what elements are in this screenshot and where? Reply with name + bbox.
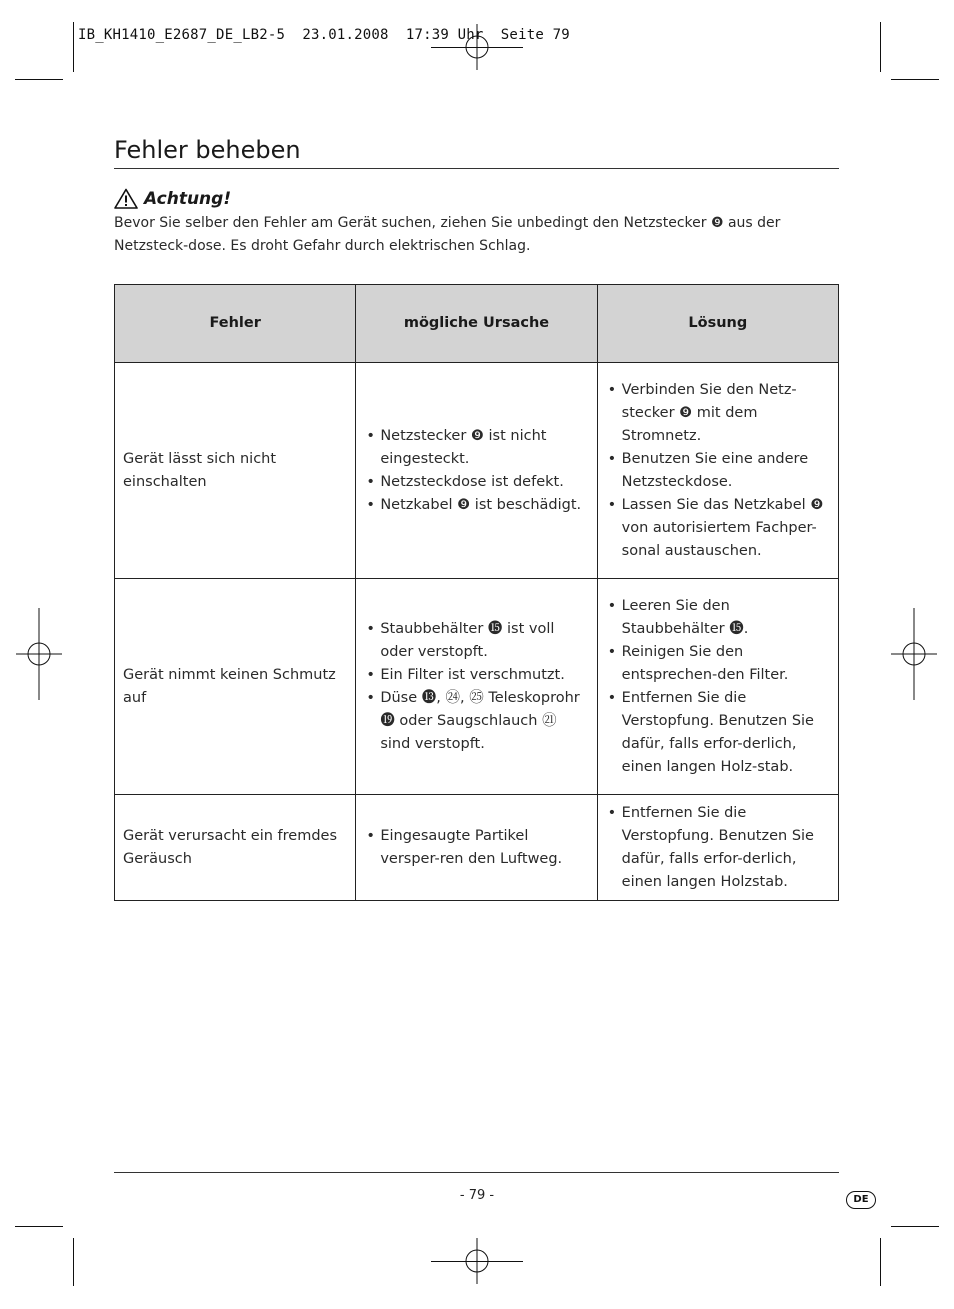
table-row [115, 795, 839, 901]
column-header-ursache: mögliche Ursache [356, 285, 597, 363]
warning-text: Bevor Sie selber den Fehler am Gerät suchen, ziehen Sie unbedingt den Netzstecker ❾ aus der Netzsteck-dose. Es droht Gefahr durch elektrischen Schlag. [114, 215, 781, 254]
table-row [115, 579, 839, 795]
fehler-cell: Gerät lässt sich nicht einschalten [115, 363, 356, 579]
list-item: • Eingesaugte Partikel versper-ren den Luftweg. [364, 825, 588, 871]
list-item: • Verbinden Sie den Netz-stecker ❾ mit dem Stromnetz. [606, 379, 830, 448]
ursache-cell [356, 579, 597, 795]
crop-mark [880, 1238, 881, 1286]
warning-heading: Achtung! [144, 188, 232, 209]
list-item: • Ein Filter ist verschmutzt. [364, 664, 588, 687]
list-item: • Netzkabel ❾ ist beschädigt. [364, 494, 588, 517]
registration-mark-icon [891, 608, 937, 700]
list-item: • Benutzen Sie eine andere Netzsteckdose. [606, 448, 830, 494]
list-item: • Reinigen Sie den entsprechen-den Filter. [606, 641, 830, 687]
crop-mark [15, 1226, 63, 1227]
footer-divider [114, 1172, 839, 1173]
language-badge: DE [846, 1191, 876, 1209]
crop-mark [880, 22, 881, 72]
table-header-row [115, 285, 839, 363]
loesung-cell [597, 795, 838, 901]
loesung-cell [597, 579, 838, 795]
ursache-cell [356, 363, 597, 579]
crop-mark [891, 79, 939, 80]
list-item: • Leeren Sie den Staubbehälter ⓯. [606, 595, 830, 641]
troubleshooting-table [114, 284, 839, 901]
table-row [115, 363, 839, 579]
crop-mark [15, 79, 63, 80]
list-item: • Entfernen Sie die Verstopfung. Benutzen Sie dafür, falls erfor-derlich, einen langen Holzstab. [606, 802, 830, 894]
ursache-cell [356, 795, 597, 901]
list-item: • Staubbehälter ⓯ ist voll oder verstopft. [364, 618, 588, 664]
list-item: • Netzsteckdose ist defekt. [364, 471, 588, 494]
loesung-cell [597, 363, 838, 579]
column-header-loesung: Lösung [597, 285, 838, 363]
warning-triangle-icon [114, 188, 138, 209]
fehler-cell: Gerät verursacht ein fremdes Geräusch [115, 795, 356, 901]
warning-header [114, 188, 231, 209]
registration-mark-icon [16, 608, 62, 700]
registration-mark-icon [454, 1238, 500, 1284]
crop-mark [73, 1238, 74, 1286]
fehler-cell: Gerät nimmt keinen Schmutz auf [115, 579, 356, 795]
list-item: • Netzstecker ❾ ist nicht eingesteckt. [364, 425, 588, 471]
column-header-fehler: Fehler [115, 285, 356, 363]
crop-mark [891, 1226, 939, 1227]
page-number: - 79 - [459, 1188, 495, 1203]
list-item: • Lassen Sie das Netzkabel ❾ von autorisiertem Fachper-sonal austauschen. [606, 494, 830, 563]
title-divider [114, 168, 839, 169]
page-title: Fehler beheben [114, 136, 301, 164]
crop-mark [73, 22, 74, 72]
print-header: IB_KH1410_E2687_DE_LB2-5 23.01.2008 17:39 Uhr Seite 79 [78, 27, 570, 43]
list-item: • Entfernen Sie die Verstopfung. Benutzen Sie dafür, falls erfor-derlich, einen langen Holz-stab. [606, 687, 830, 779]
list-item: • Düse ⓭, ㉔, ㉕ Teleskoprohr ⓳ oder Saugschlauch ㉑ sind verstopft. [364, 687, 588, 756]
